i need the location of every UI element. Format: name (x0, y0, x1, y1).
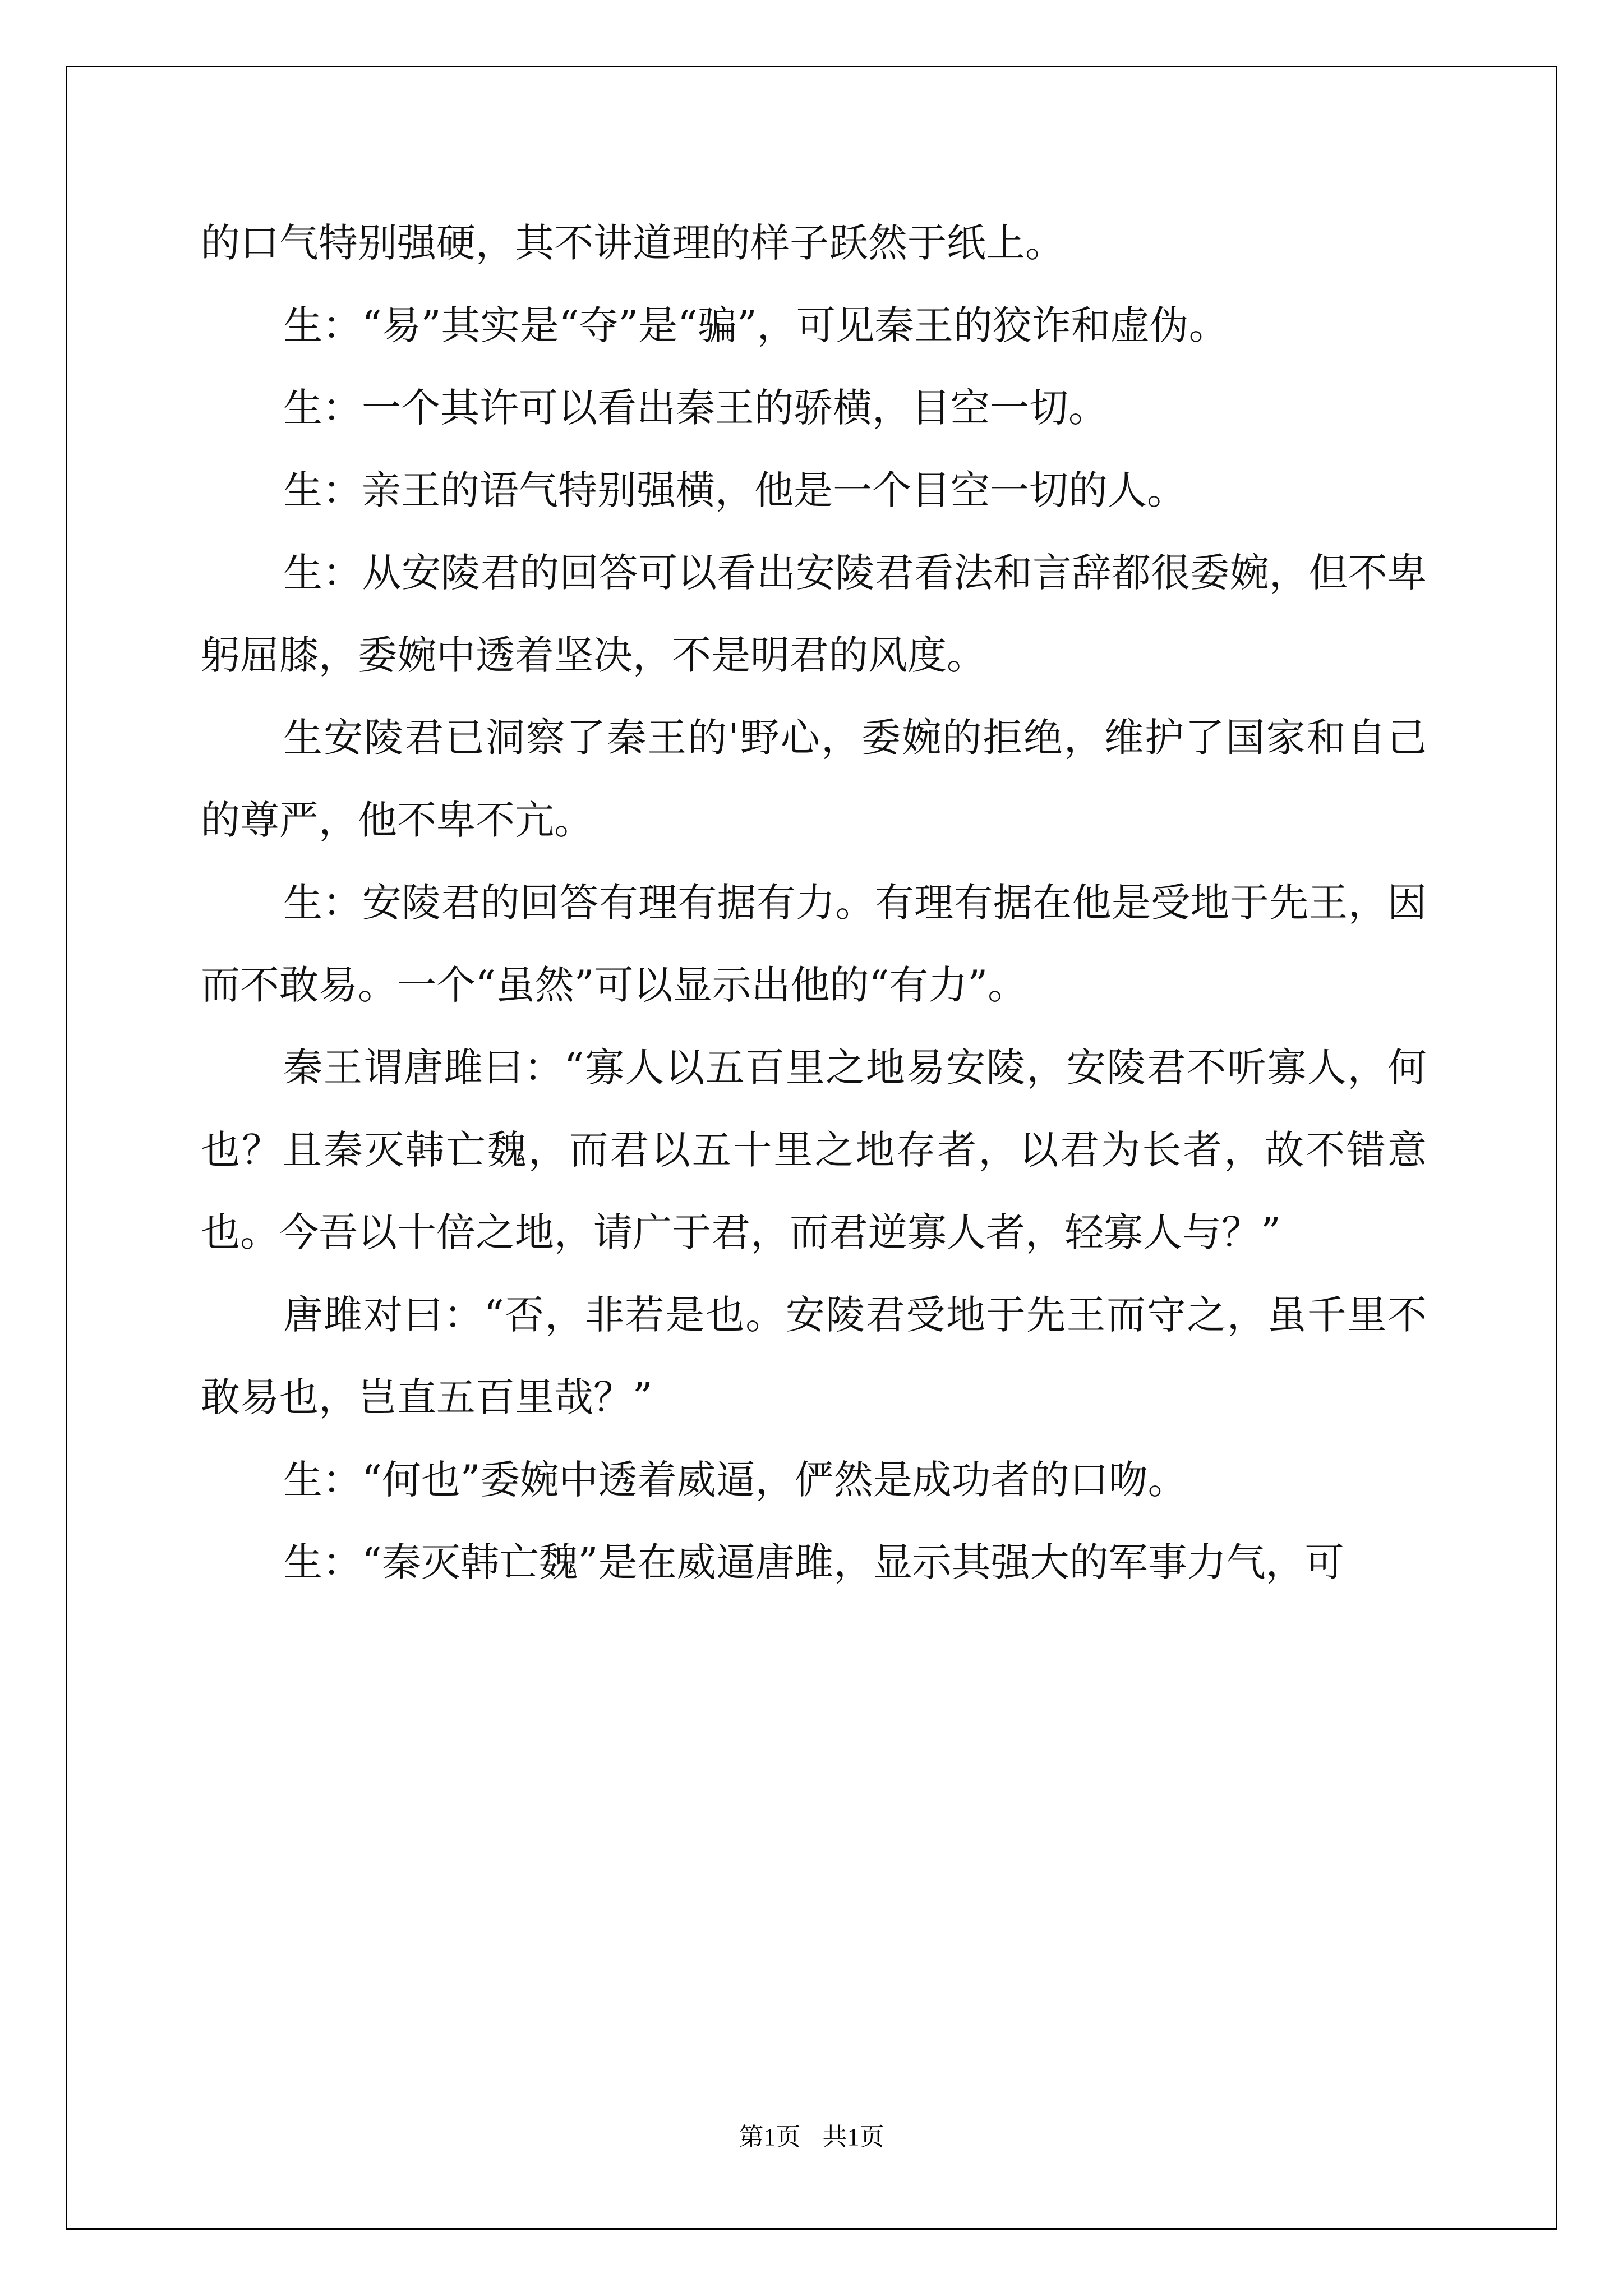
paragraph: 的口气特别强硬，其不讲道理的样子跃然于纸上。 (201, 220, 1064, 266)
paragraph: 生安陵君已洞察了秦王的'野心，委婉的拒绝，维护了国家和自己的尊严，他不卑不亢。 (201, 715, 1427, 843)
paragraph: 生：“易”其实是“夺”是“骗”，可见秦王的狡诈和虚伪。 (283, 302, 1228, 348)
paragraph: 秦王谓唐雎曰：“寡人以五百里之地易安陵，安陵君不听寡人，何也？且秦灭韩亡魏，而君以五十里之地存者，以君为长者，故不错意也。今吾以十倍之地，请广于君，而君逆寡人者，轻寡人与？” (201, 1045, 1427, 1255)
paragraph: 生：亲王的语气特别强横，他是一个目空一切的人。 (283, 467, 1186, 513)
paragraph: 唐雎对曰：“否，非若是也。安陵君受地于先王而守之，虽千里不敢易也，岂直五百里哉？” (201, 1292, 1427, 1420)
page-total: 共1页 (822, 2123, 884, 2151)
paragraph: 生：从安陵君的回答可以看出安陵君看法和言辞都很委婉，但不卑躬屈膝，委婉中透着坚决，不是明君的风度。 (201, 550, 1427, 678)
paragraph: 生：“秦灭韩亡魏”是在威逼唐雎，显示其强大的军事力气，可 (283, 1539, 1344, 1585)
document-body (201, 202, 1427, 1604)
paragraph: 生：“何也”委婉中透着威逼，俨然是成功者的口吻。 (283, 1457, 1187, 1503)
page-number: 第1页 (739, 2123, 801, 2151)
page-footer (0, 2116, 1623, 2152)
paragraph: 生：一个其许可以看出秦王的骄横，目空一切。 (283, 385, 1108, 431)
paragraph: 生：安陵君的回答有理有据有力。有理有据在他是受地于先王，因而不敢易。一个“虽然”可以显示出他的“有力”。 (201, 880, 1427, 1008)
